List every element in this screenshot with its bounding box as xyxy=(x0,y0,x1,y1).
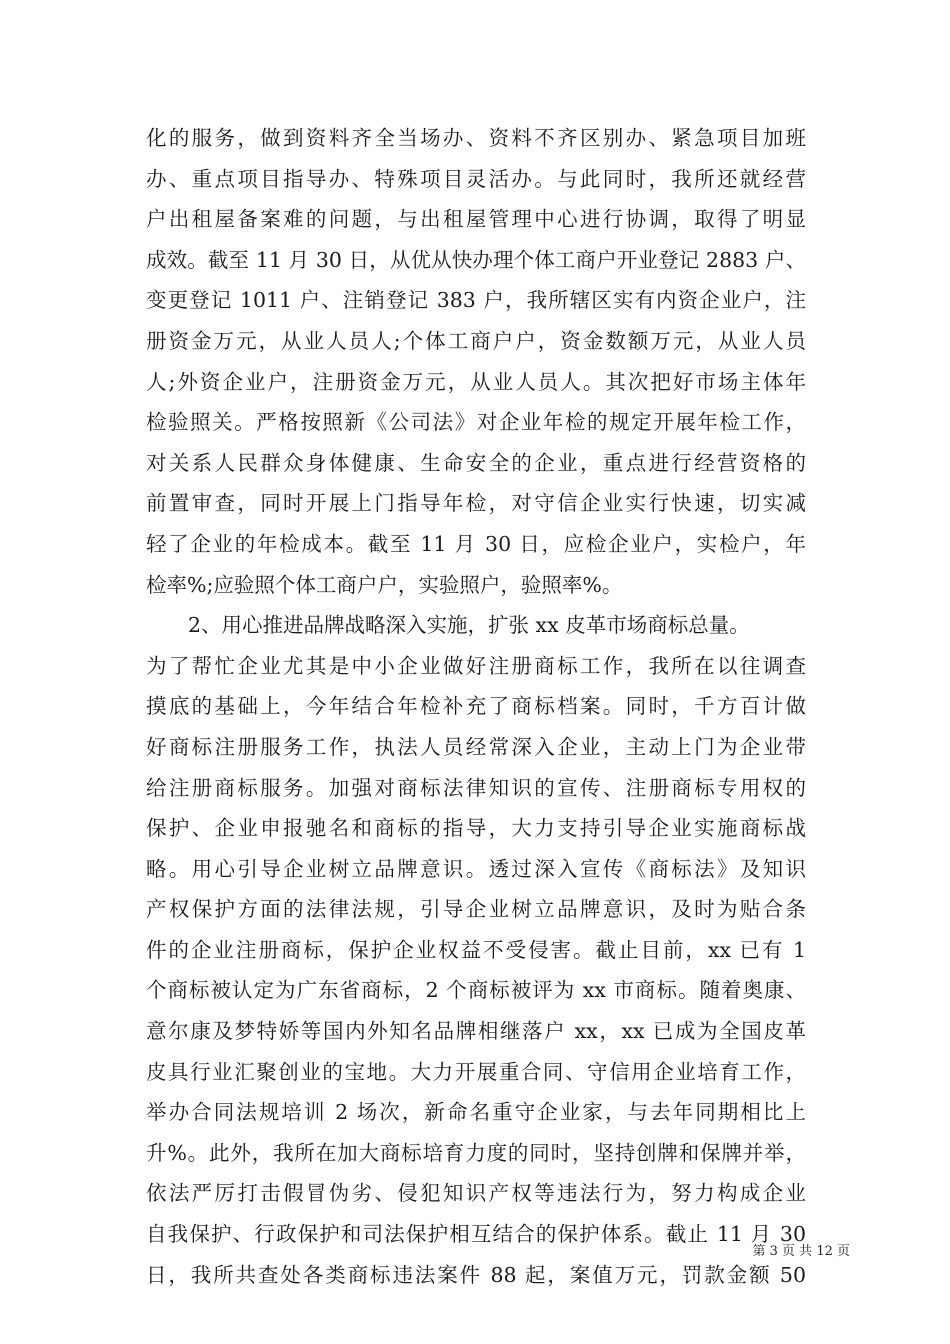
text-line: 办、重点项目指导办、特殊项目灵活办。与此同时，我所还就经营 xyxy=(146,166,806,191)
text-line: 成效。截至 11 月 30 日，从优从快办理个体工商户开业登记 2883 户、 xyxy=(146,247,806,272)
body-text xyxy=(146,118,806,1295)
text-line: 略。用心引导企业树立品牌意识。透过深入宣传《商标法》及知识 xyxy=(146,856,806,881)
text-line: 举办合同法规培训 2 场次，新命名重守企业家，与去年同期相比上 xyxy=(146,1100,806,1125)
text-line: 给注册商标服务。加强对商标法律知识的宣传、注册商标专用权的 xyxy=(146,775,806,800)
text-line: 变更登记 1011 户、注销登记 383 户，我所辖区实有内资企业户，注 xyxy=(146,288,806,313)
text-line: 检验照关。严格按照新《公司法》对企业年检的规定开展年检工作， xyxy=(146,410,806,435)
page-number: 第 3 页 共 12 页 xyxy=(752,1244,850,1259)
text-line: 意尔康及梦特娇等国内外知名品牌相继落户 xx，xx 已成为全国皮革 xyxy=(146,1019,806,1044)
text-line: 化的服务，做到资料齐全当场办、资料不齐区别办、紧急项目加班 xyxy=(146,126,806,150)
text-line: 检率%;应验照个体工商户户，实验照户，验照率%。 xyxy=(146,572,623,597)
text-line: 产权保护方面的法律法规，引导企业树立品牌意识，及时为贴合条 xyxy=(146,897,806,922)
text-line: 个商标被认定为广东省商标，2 个商标被评为 xx 市商标。随着奥康、 xyxy=(146,978,806,1003)
text-line: 皮具行业汇聚创业的宝地。大力开展重合同、守信用企业培育工作， xyxy=(146,1059,806,1084)
text-line: 户出租屋备案难的问题，与出租屋管理中心进行协调，取得了明显 xyxy=(146,207,806,232)
text-line: 摸底的基础上，今年结合年检补充了商标档案。同时，千方百计做 xyxy=(146,694,806,719)
text-line: 轻了企业的年检成本。截至 11 月 30 日，应检企业户，实检户，年 xyxy=(146,531,806,556)
text-line: 保护、企业申报驰名和商标的指导，大力支持引导企业实施商标战 xyxy=(146,816,806,841)
text-line: 好商标注册服务工作，执法人员经常深入企业，主动上门为企业带 xyxy=(146,734,806,759)
text-line: 册资金万元，从业人员人;个体工商户户，资金数额万元，从业人员 xyxy=(146,328,806,353)
text-line: 升%。此外，我所在加大商标培育力度的同时，坚持创牌和保牌并举， xyxy=(146,1140,806,1165)
paragraph-heading-line: 2、用心推进品牌战略深入实施，扩张 xx 皮革市场商标总量。 xyxy=(188,613,750,638)
text-line: 件的企业注册商标，保护企业权益不受侵害。截止目前，xx 已有 1 xyxy=(146,937,806,962)
text-line: 人;外资企业户，注册资金万元，从业人员人。其次把好市场主体年 xyxy=(146,369,806,394)
text-line: 日，我所共查处各类商标违法案件 88 起，案值万元，罚款金额 50 xyxy=(146,1262,806,1287)
text-line: 为了帮忙企业尤其是中小企业做好注册商标工作，我所在以往调查 xyxy=(146,653,806,678)
text-line: 自我保护、行政保护和司法保护相互结合的保护体系。截止 11 月 30 xyxy=(146,1222,806,1247)
text-line: 依法严厉打击假冒伪劣、侵犯知识产权等违法行为，努力构成企业 xyxy=(146,1181,806,1206)
text-line: 前置审查，同时开展上门指导年检，对守信企业实行快速，切实减 xyxy=(146,491,806,516)
text-line: 对关系人民群众身体健康、生命安全的企业，重点进行经营资格的 xyxy=(146,450,806,475)
